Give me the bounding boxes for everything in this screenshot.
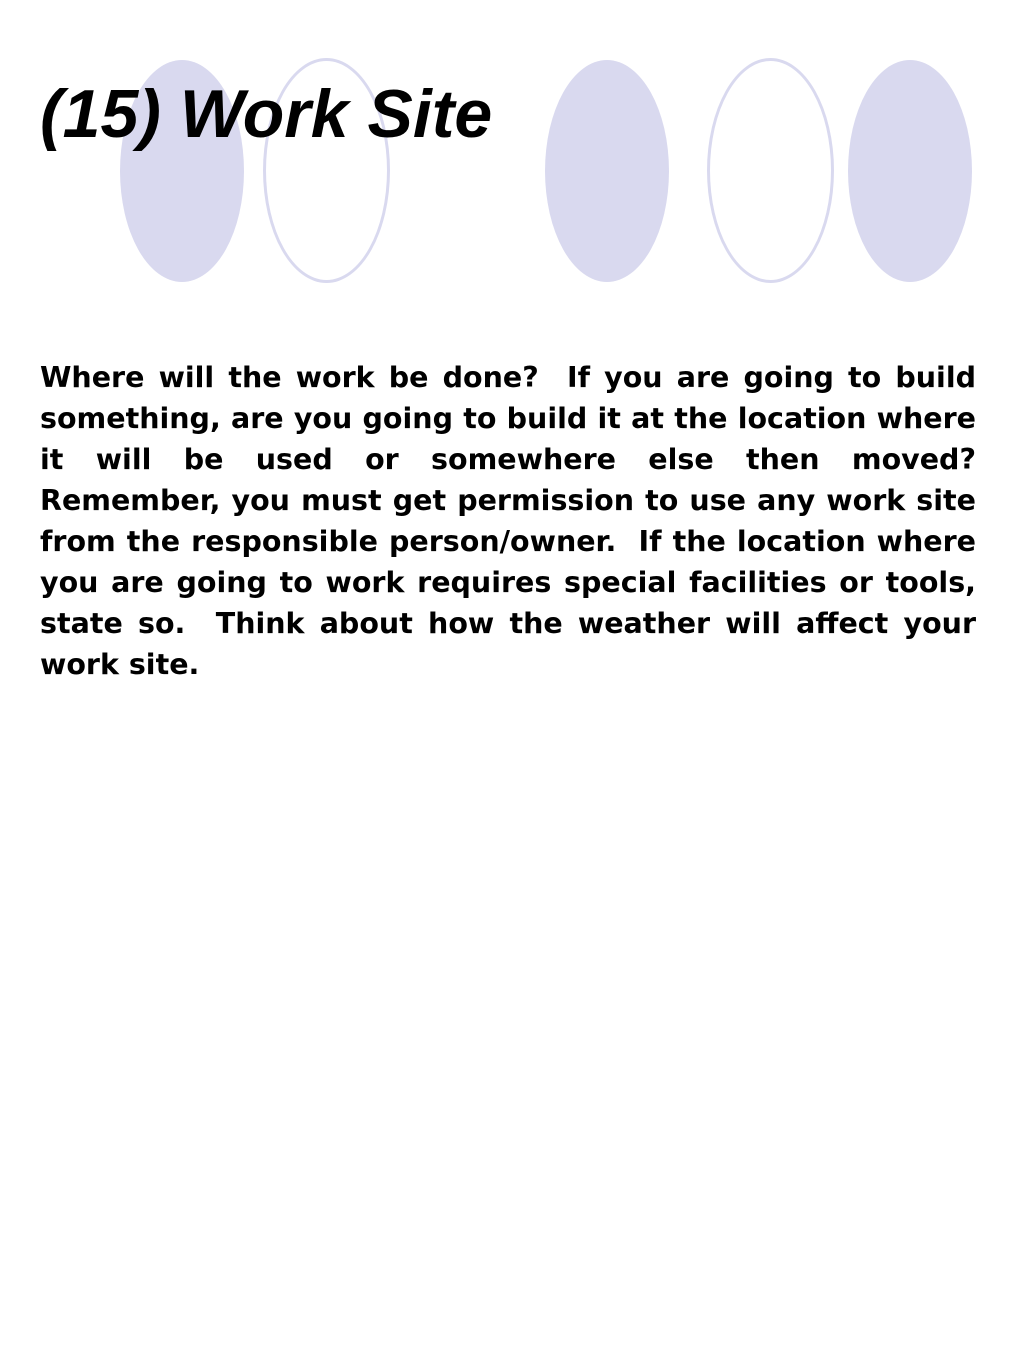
decorative-oval-outline: [707, 58, 834, 283]
decorative-oval-filled: [545, 60, 669, 282]
decorative-oval-filled: [848, 60, 972, 282]
slide-body-text: Where will the work be done? If you are going to build something, are you going to build it at the location where it will be used or somewhere else then moved? Remember, you must get permission to use any work site from the responsible person/owner. If the location where you are going to work requires special facilities or tools, state so. Think about how the weather will affect your work site.: [40, 361, 996, 681]
slide-title: (15) Work Site: [40, 76, 493, 152]
